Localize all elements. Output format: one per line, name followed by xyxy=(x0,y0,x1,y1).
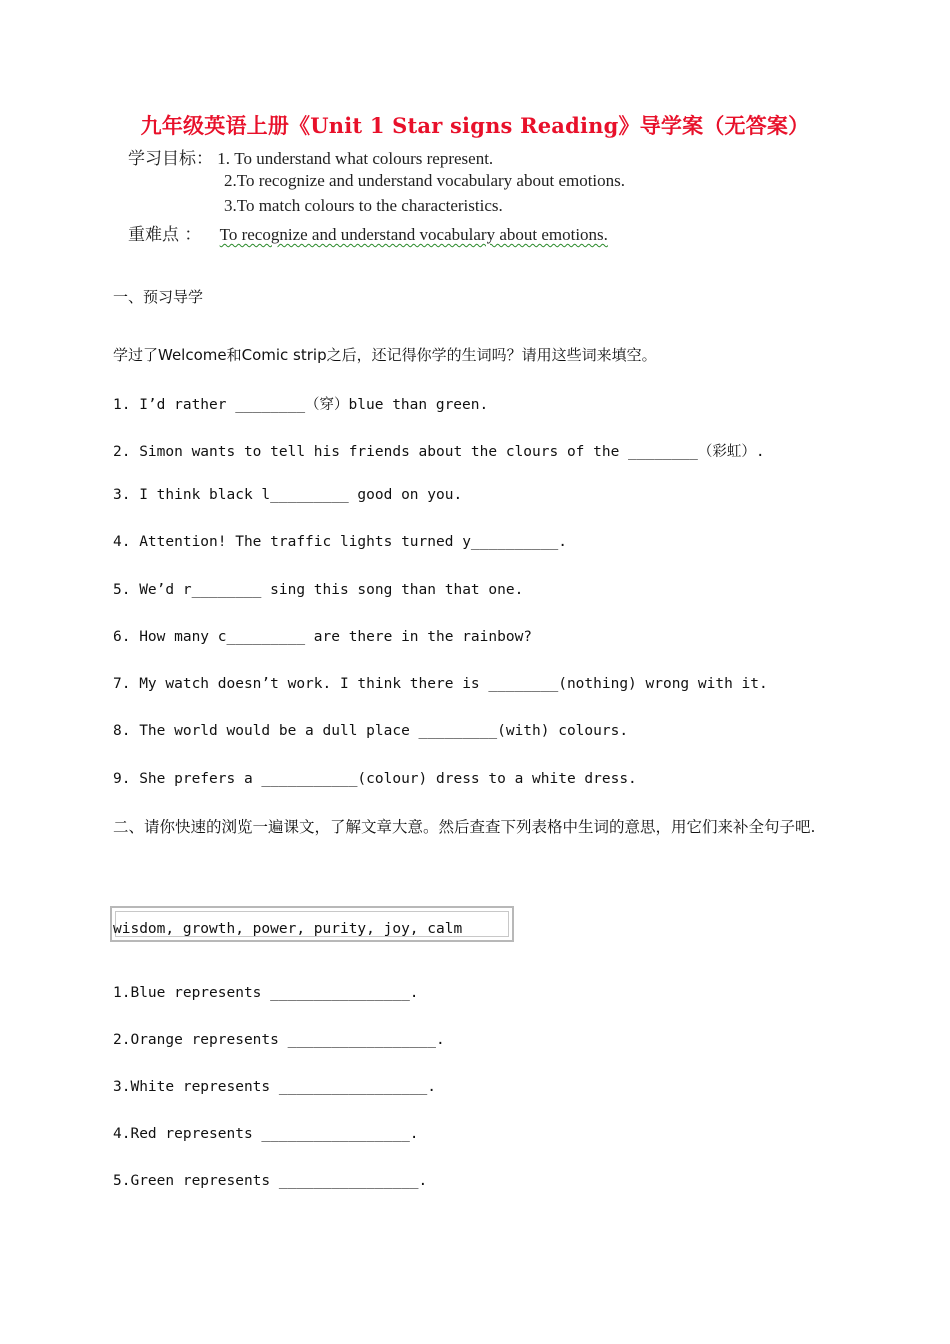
section1-heading: 一、预习导学 xyxy=(113,288,204,306)
goal-item-1: 1. To understand what colours represent. xyxy=(217,149,494,168)
exercise-item-8: 8. The world would be a dull place _________(with) colours. xyxy=(113,723,629,739)
word-box xyxy=(110,906,514,942)
word-box-text: wisdom, growth, power, purity, joy, calm xyxy=(113,921,463,937)
goal-item-3: 3.To match colours to the characteristics. xyxy=(224,196,503,215)
goal-item-2: 2.To recognize and understand vocabulary about emotions. xyxy=(224,171,626,190)
section1-intro: 学过了Welcome和Comic strip之后，还记得你学的生词吗？请用这些词来填空。 xyxy=(113,346,657,364)
exercise-item-4: 4. Attention! The traffic lights turned y__________. xyxy=(113,534,567,550)
colour-item-2: 2.Orange represents _________________. xyxy=(113,1032,445,1048)
colour-item-5: 5.Green represents ________________. xyxy=(113,1173,428,1189)
key-points-text: To recognize and understand vocabulary about emotions. xyxy=(219,225,608,244)
exercise-item-9: 9. She prefers a ___________(colour) dress to a white dress. xyxy=(113,771,637,787)
exercise-item-2: 2. Simon wants to tell his friends about the clours of the ________（彩虹）. xyxy=(113,444,765,460)
page-title: 九年级英语上册《Unit 1 Star signs Reading》导学案（无答案） xyxy=(140,113,810,138)
exercise-item-1: 1. I’d rather ________（穿）blue than green. xyxy=(113,397,489,413)
colour-item-4: 4.Red represents _________________. xyxy=(113,1126,419,1142)
colour-item-3: 3.White represents _________________. xyxy=(113,1079,437,1095)
exercise-item-3: 3. I think black l_________ good on you. xyxy=(113,487,463,503)
section2-heading: 二、请你快速的浏览一遍课文，了解文章大意。然后查查下列表格中生词的意思，用它们来补全句子吧. xyxy=(113,818,816,836)
exercise-item-6: 6. How many c_________ are there in the rainbow? xyxy=(113,629,533,645)
exercise-item-7: 7. My watch doesn’t work. I think there is ________(nothing) wrong with it. xyxy=(113,676,768,692)
colour-item-1: 1.Blue represents ________________. xyxy=(113,985,419,1001)
key-points-label: 重难点 ： xyxy=(128,225,202,245)
exercise-item-5: 5. We’d r________ sing this song than that one. xyxy=(113,582,524,598)
goals-label: 学习目标： xyxy=(128,149,213,169)
